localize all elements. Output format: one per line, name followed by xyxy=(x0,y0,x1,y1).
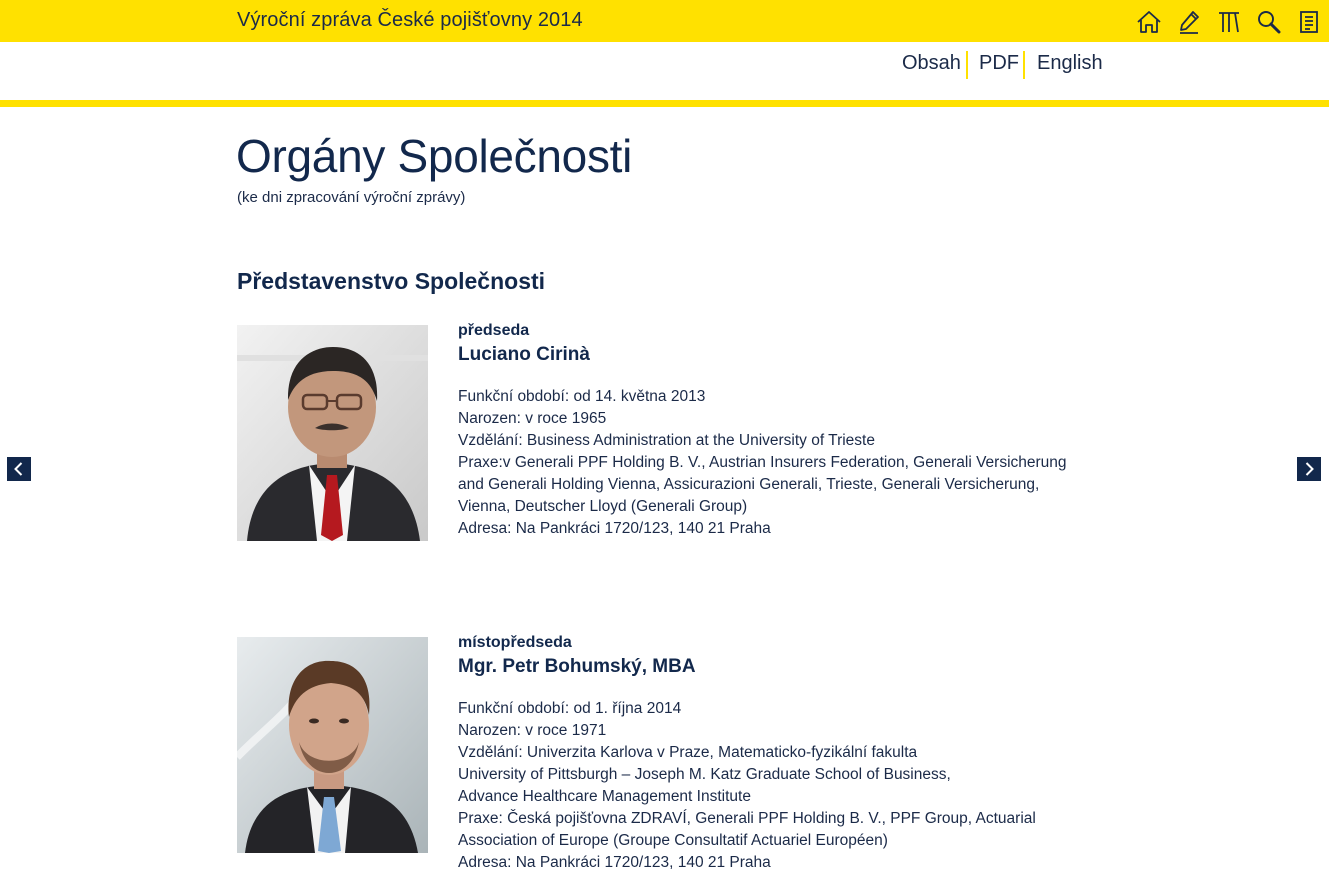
next-page-button[interactable] xyxy=(1297,457,1321,481)
page-subtitle: (ke dni zpracování výroční zprávy) xyxy=(237,189,466,206)
detail-line: Praxe:v Generali PPF Holding B. V., Austrian Insurers Federation, Generali Versicherung xyxy=(458,454,1067,471)
member-role: místopředseda xyxy=(458,634,572,651)
search-icon[interactable] xyxy=(1256,9,1282,35)
detail-line: Association of Europe (Groupe Consultatif Actuariel Européen) xyxy=(458,832,888,849)
detail-line: University of Pittsburgh – Joseph M. Katz Graduate School of Business, xyxy=(458,766,951,783)
detail-line: Narozen: v roce 1965 xyxy=(458,410,607,427)
report-title: Výroční zpráva České pojišťovny 2014 xyxy=(237,9,583,31)
detail-line: Vienna, Deutscher Lloyd (Generali Group) xyxy=(458,498,748,515)
english-link[interactable]: English xyxy=(1037,52,1103,74)
nav-divider xyxy=(1023,51,1025,79)
chevron-right-icon xyxy=(1297,457,1321,481)
home-icon[interactable] xyxy=(1136,9,1162,35)
nav-divider xyxy=(966,51,968,79)
member-info xyxy=(458,634,1098,874)
detail-line: Narozen: v roce 1971 xyxy=(458,722,607,739)
member-role: předseda xyxy=(458,322,530,339)
top-bar xyxy=(0,0,1329,42)
member-info xyxy=(458,322,1098,540)
previous-page-button[interactable] xyxy=(7,457,31,481)
pencil-icon[interactable] xyxy=(1176,9,1202,35)
detail-line: Funkční období: od 14. května 2013 xyxy=(458,388,706,405)
section-heading: Představenstvo Společnosti xyxy=(237,268,546,294)
detail-line: Funkční období: od 1. října 2014 xyxy=(458,700,682,717)
member-photo xyxy=(237,325,428,541)
detail-line: Praxe: Česká pojišťovna ZDRAVÍ, Generali PPF Holding B. V., PPF Group, Actuarial xyxy=(458,810,1036,827)
library-icon[interactable] xyxy=(1216,9,1242,35)
document-icon[interactable] xyxy=(1296,9,1322,35)
member-name: Mgr. Petr Bohumský, MBA xyxy=(458,656,696,677)
detail-line: and Generali Holding Vienna, Assicurazioni Generali, Trieste, Generali Versicherung, xyxy=(458,476,1040,493)
contents-link[interactable]: Obsah xyxy=(902,52,961,74)
chevron-left-icon xyxy=(7,457,31,481)
detail-line: Advance Healthcare Management Institute xyxy=(458,788,751,805)
detail-line: Adresa: Na Pankráci 1720/123, 140 21 Praha xyxy=(458,854,771,871)
member-details xyxy=(458,386,1098,540)
member-name: Luciano Cirinà xyxy=(458,344,590,365)
pdf-link[interactable]: PDF xyxy=(979,52,1019,74)
member-details xyxy=(458,698,1098,874)
member-photo xyxy=(237,637,428,853)
header-divider xyxy=(0,100,1329,107)
detail-line: Vzdělání: Univerzita Karlova v Praze, Matematicko-fyzikální fakulta xyxy=(458,744,918,761)
detail-line: Vzdělání: Business Administration at the University of Trieste xyxy=(458,432,875,449)
page-title: Orgány Společnosti xyxy=(236,130,633,182)
detail-line: Adresa: Na Pankráci 1720/123, 140 21 Praha xyxy=(458,520,771,537)
sub-navigation xyxy=(0,50,1329,80)
